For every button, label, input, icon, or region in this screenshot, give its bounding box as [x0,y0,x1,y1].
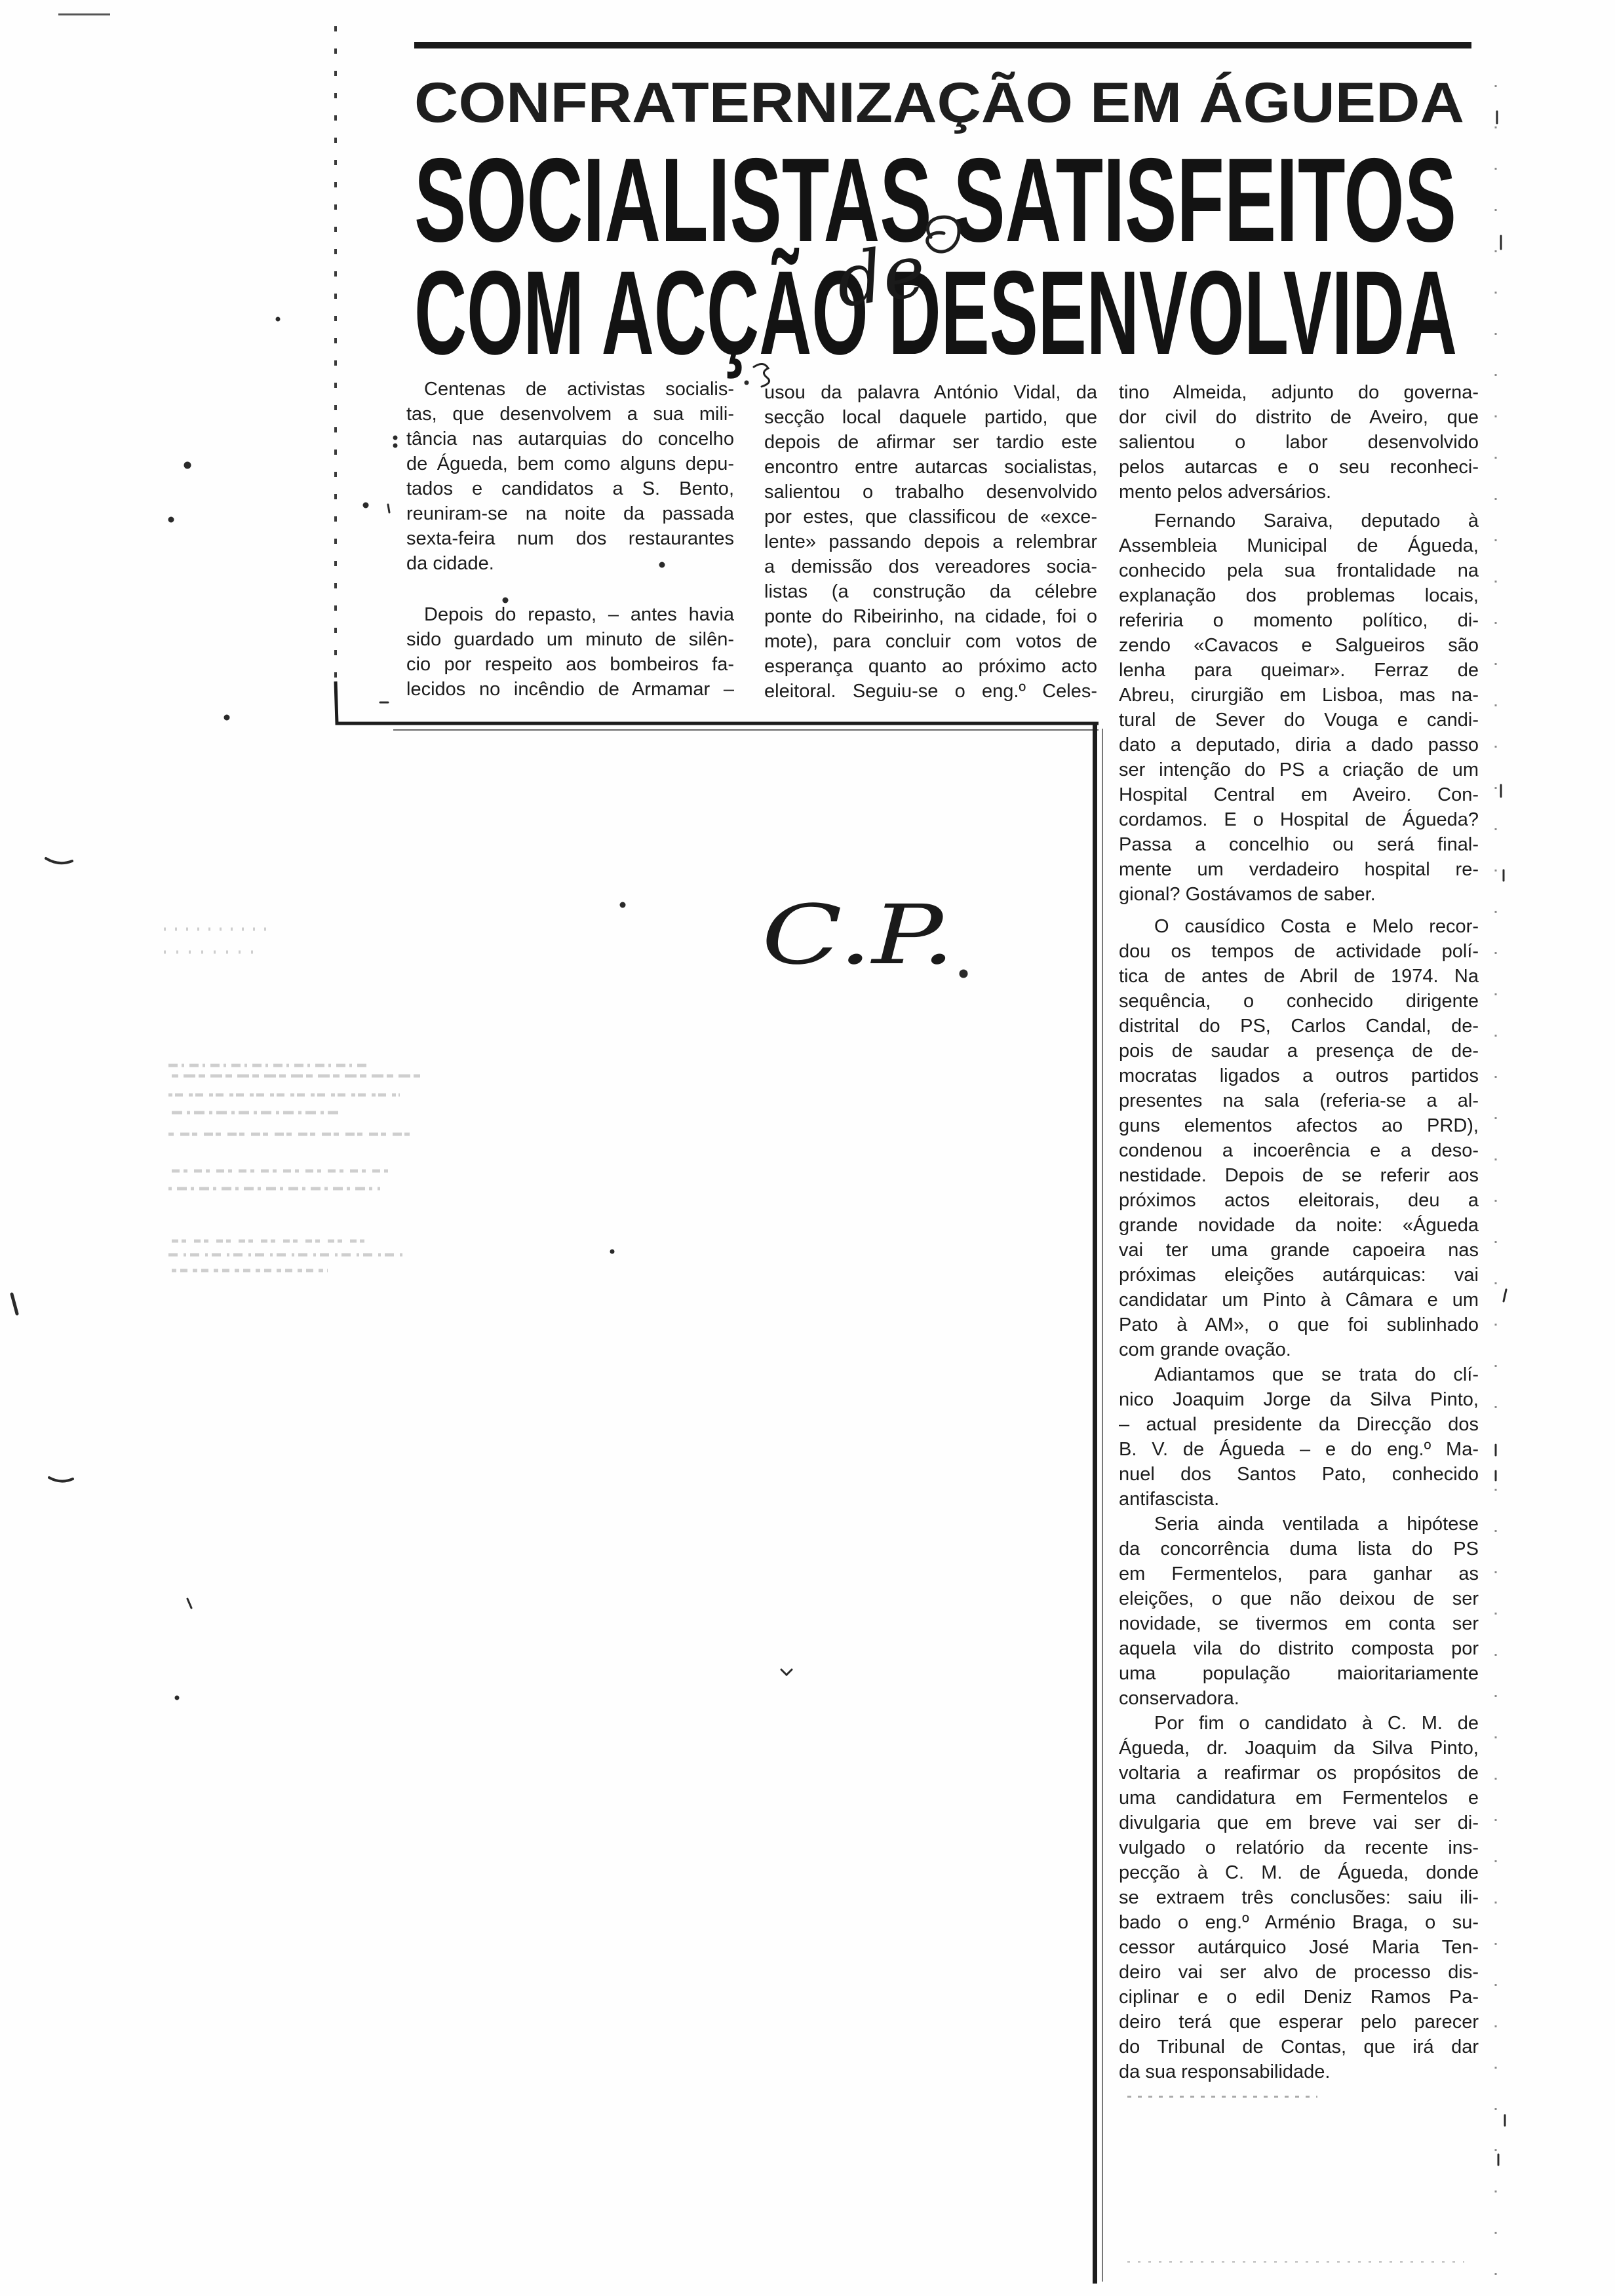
text-line: esperança quanto ao próximo acto [764,656,1097,677]
text-line: a demissão dos vereadores socia- [764,556,1097,577]
paragraph [406,377,734,576]
text-line: aquela vila do distrito composta por [1119,1638,1479,1659]
text-line: ser intenção do PS a criação de um [1119,759,1479,780]
text-line: reuniram-se na noite da passada [406,503,734,524]
text-line: bado o eng.º Arménio Braga, o su- [1119,1912,1479,1933]
text-line: B. V. de Águeda – e do eng.º Ma- [1119,1439,1479,1460]
speck [393,444,397,448]
speck [276,317,280,321]
text-line: pelos autarcas e o seu reconheci- [1119,457,1479,478]
headline-line-1: SOCIALISTAS SATISFEITOS [414,133,1456,267]
speck [620,902,625,908]
text-line: Fernando Saraiva, deputado à [1154,510,1479,531]
text-line: salientou o labor desenvolvido [1119,432,1479,453]
text-line: tas, que desenvolvem a sua mili- [406,404,734,425]
headline-block [414,42,1471,379]
text-line: mote), para concluir com votos de [764,631,1097,652]
text-line: nestidade. Depois de se referir aos [1119,1165,1479,1186]
text-line: mocratas ligados a outros partidos [1119,1065,1479,1086]
paragraph [406,602,734,702]
text-line: salientou o trabalho desenvolvido [764,482,1097,503]
text-line: tica de antes de Abril de 1974. Na [1119,966,1479,987]
text-line: presentes na sala (referia-se a al- [1119,1090,1479,1111]
text-line: da cidade. [406,553,494,574]
text-line: cessor autárquico José Maria Ten- [1119,1937,1479,1958]
text-line: tados e candidatos a S. Bento, [406,478,734,499]
text-line: deiro terá que esperar pelo parecer [1119,2012,1479,2033]
headline-line-2: COM ACÇÃO DESENVOLVIDA [414,246,1457,379]
text-line: mento pelos adversários. [1119,482,1331,503]
text-line: ciplinar e o edil Deniz Ramos Pa- [1119,1987,1479,2008]
speck [960,970,967,978]
article-column-3 [1119,380,1479,2084]
edge-mark [46,858,72,863]
text-line: dor civil do distrito de Aveiro, que [1119,407,1479,428]
text-line: Adiantamos que se trata do clí- [1154,1364,1479,1385]
text-line: depois de afirmar ser tardio este [764,432,1097,453]
speck [187,1599,191,1608]
speck [388,505,389,512]
text-line: vulgado o relatório da recente ins- [1119,1837,1479,1858]
speck [745,381,749,385]
speck [610,1250,614,1253]
text-line: vai ter uma grande capoeira nas [1119,1240,1479,1261]
text-line: gional? Gostávamos de saber. [1119,884,1376,905]
text-line: uma candidatura em Fermentelos e [1119,1788,1479,1808]
text-line: sido guardado um minuto de silên- [406,629,734,650]
text-line: lente» passando depois a relembrar [764,531,1097,552]
text-line: dato a deputado, diria a dado passo [1119,735,1479,756]
text-line: encontro entre autarcas socialistas, [764,457,1097,478]
text-line: da concorrência duma lista do PS [1119,1539,1479,1559]
text-line: usou da palavra António Vidal, da [764,382,1097,403]
text-line: – actual presidente da Direcção dos [1119,1414,1479,1435]
paragraph [764,380,1097,704]
text-line: Hospital Central em Aveiro. Con- [1119,784,1479,805]
text-line: Depois do repasto, – antes havia [424,604,734,625]
text-line: grande novidade da noite: «Águeda [1119,1215,1479,1236]
text-line: Abreu, cirurgião em Lisboa, mas na- [1119,685,1479,706]
text-line: Seria ainda ventilada a hipótese [1154,1514,1479,1535]
article-column-2 [764,380,1097,704]
handwritten-correction: de [830,228,931,324]
text-line: deiro vai ser alvo de processo dis- [1119,1962,1479,1983]
text-line: listas (a construção da célebre [764,581,1097,602]
text-line: voltaria a reafirmar os propósitos de [1119,1763,1479,1784]
text-line: nico Joaquim Jorge da Silva Pinto, [1119,1389,1479,1410]
text-line: sequência, o conhecido dirigente [1119,991,1479,1012]
text-line: O causídico Costa e Melo recor- [1154,916,1479,937]
text-line: do Tribunal de Contas, que irá dar [1119,2037,1479,2057]
text-line: se extraem três conclusões: saiu ili- [1119,1887,1479,1908]
text-line: da sua responsabilidade. [1119,2061,1331,2082]
text-line: de Águeda, bem como alguns depu- [406,453,734,474]
text-line: tino Almeida, adjunto do governa- [1119,382,1479,403]
text-line: cordamos. E o Hospital de Águeda? [1119,809,1479,830]
text-line: candidatar um Pinto à Câmara e um [1119,1290,1479,1311]
speck [168,517,174,522]
article-column-1 [406,377,734,702]
text-line: em Fermentelos, para ganhar as [1119,1563,1479,1584]
text-line: próximos actos eleitorais, deu a [1119,1190,1479,1211]
text-line: novidade, se tivermos em conta ser [1119,1613,1479,1634]
paragraph [1119,508,1479,907]
text-line: dou os tempos de actividade polí- [1119,941,1479,962]
text-line: Águeda, dr. Joaquim da Silva Pinto, [1119,1738,1479,1759]
text-line: referiria o momento político, di- [1119,610,1479,631]
text-line: mente um verdadeiro hospital re- [1119,859,1479,880]
bleed-through-noise [164,929,425,1271]
column-three-edge [1093,723,1097,2284]
text-line: eleitoral. Seguiu-se o eng.º Celes- [764,681,1097,702]
text-line: Passa a concelhio ou será final- [1119,834,1479,855]
speck [184,462,191,469]
text-line: zendo «Cavacos e Salgueiros são [1119,635,1479,656]
text-line: explanação dos problemas locais, [1119,585,1479,606]
text-line: nuel dos Santos Pato, conhecido [1119,1464,1479,1485]
edge-mark [49,1478,73,1482]
speck [393,436,397,440]
paragraph [1119,1362,1479,1512]
paragraph [1119,914,1479,1362]
top-rule [414,42,1471,48]
speck [175,1696,179,1700]
kicker: CONFRATERNIZAÇÃO EM ÁGUEDA [414,71,1464,134]
text-line: uma população maioritariamente [1119,1663,1479,1684]
edge-mark [1504,1290,1506,1301]
text-line: próximas eleições autárquicas: vai [1119,1265,1479,1286]
paragraph [1119,1711,1479,2084]
text-line: por estes, que classificou de «exce- [764,507,1097,527]
text-line: conhecido pela sua frontalidade na [1119,560,1479,581]
text-line: ponte do Ribeirinho, na cidade, foi o [764,606,1097,627]
text-line: tural de Sever do Vouga e candi- [1119,710,1479,731]
text-line: Centenas de activistas socialis- [424,379,734,400]
text-line: com grande ovação. [1119,1339,1291,1360]
text-line: Por fim o candidato à C. M. de [1154,1713,1479,1734]
text-line: sexta-feira num dos restaurantes [406,528,734,549]
text-line: condenou a incoerência e a deso- [1119,1140,1479,1161]
text-line: cio por respeito aos bombeiros fa- [406,654,734,675]
text-line: Pato à AM», o que foi sublinhado [1119,1314,1479,1335]
text-line: lecidos no incêndio de Armamar – [406,679,734,700]
text-line: tância nas autarquias do concelho [406,429,734,450]
text-line: pois de saudar a presença de de- [1119,1041,1479,1062]
speck [224,715,229,720]
handwritten-initials: C.P. [762,888,955,983]
column-three-edge-shadow [1102,729,1103,2282]
text-line: lenha para queimar». Ferraz de [1119,660,1479,681]
text-line: antifascista. [1119,1489,1220,1510]
text-line: Assembleia Municipal de Águeda, [1119,535,1479,556]
speck [781,1670,792,1675]
text-line: eleições, o que não deixou de ser [1119,1588,1479,1609]
paragraph [1119,1512,1479,1711]
text-line: guns elementos afectos ao PRD), [1119,1115,1479,1136]
text-line: divulgaria que em breve vai ser di- [1119,1812,1479,1833]
paragraph [1119,380,1479,505]
speck [363,503,368,508]
text-line: conservadora. [1119,1688,1239,1709]
text-line: distrital do PS, Carlos Candal, de- [1119,1016,1479,1037]
text-line: secção local daquele partido, que [764,407,1097,428]
text-line: pecção à C. M. de Águeda, donde [1119,1862,1479,1883]
edge-mark [12,1294,17,1314]
